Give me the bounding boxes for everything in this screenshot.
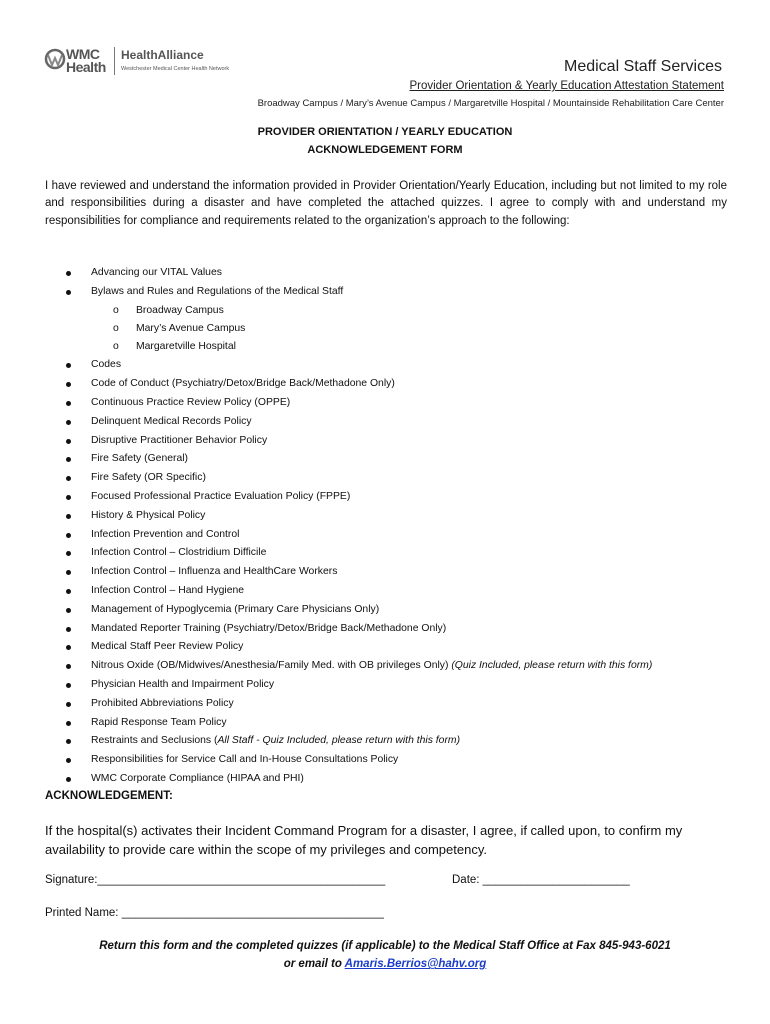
list-item-text: Fire Safety (OR Specific) xyxy=(91,472,206,484)
date-field[interactable]: Date: _______________________ xyxy=(452,874,630,886)
list-item-text: Rapid Response Team Policy xyxy=(91,716,227,728)
list-item xyxy=(0,394,652,413)
list-item xyxy=(0,450,652,469)
list-item-note: All Staff - Quiz Included, please return with this form) xyxy=(217,735,461,747)
list-item xyxy=(0,770,652,789)
list-item xyxy=(0,676,652,695)
list-item xyxy=(0,432,652,451)
sub-list-item-text: Margaretville Hospital xyxy=(136,341,236,353)
list-item-text: Infection Control – Hand Hygiene xyxy=(91,585,245,597)
bullet-icon xyxy=(66,702,71,707)
list-item-text: Physician Health and Impairment Policy xyxy=(91,679,275,691)
list-item xyxy=(0,620,652,639)
list-item xyxy=(0,732,652,751)
list-item-text: Fire Safety (General) xyxy=(91,453,189,465)
list-item xyxy=(0,544,652,563)
bullet-icon xyxy=(66,514,71,519)
policy-list xyxy=(0,264,652,789)
list-item-text: Advancing our VITAL Values xyxy=(91,267,222,278)
bullet-icon xyxy=(66,777,71,782)
list-item-text: Delinquent Medical Records Policy xyxy=(91,415,252,427)
list-item xyxy=(0,526,652,545)
bullet-icon xyxy=(66,664,71,669)
list-item xyxy=(0,283,652,302)
logo-divider xyxy=(114,47,115,75)
return-instructions: Return this form and the completed quizzes (if applicable) to the Medical Staff Office at Fax 845-943-6021 xyxy=(99,940,671,952)
list-item xyxy=(0,638,652,657)
statement-subtitle: Provider Orientation & Yearly Education Attestation Statement xyxy=(409,80,724,92)
acknowledgement-body: If the hospital(s) activates their Incident Command Program for a disaster, I agree, if called upon, to confirm my availability to provide care within the scope of my privileges and competency. xyxy=(45,823,683,857)
list-item-text: Restraints and Seclusions ( xyxy=(91,735,218,747)
list-item xyxy=(0,469,652,488)
bullet-icon xyxy=(66,608,71,613)
bullet-icon xyxy=(66,271,71,276)
bullet-icon xyxy=(66,401,71,406)
bullet-icon xyxy=(66,683,71,688)
bullet-icon xyxy=(66,457,71,462)
list-item-text: Code of Conduct (Psychiatry/Detox/Bridge Back/Methadone Only) xyxy=(91,378,395,390)
list-item-note: (Quiz Included, please return with this form) xyxy=(451,660,653,672)
list-item xyxy=(0,695,652,714)
list-item-text: Mandated Reporter Training (Psychiatry/Detox/Bridge Back/Methadone Only) xyxy=(91,622,447,634)
bullet-icon xyxy=(66,570,71,575)
sub-list-item-text: Mary’s Avenue Campus xyxy=(136,322,246,334)
circle-bullet-icon: o xyxy=(113,322,119,334)
bullet-icon xyxy=(66,439,71,444)
list-item-text: Infection Control – Influenza and HealthCare Workers xyxy=(91,566,338,578)
bullet-icon xyxy=(66,533,71,538)
list-item-text: Focused Professional Practice Evaluation Policy (FPPE) xyxy=(91,491,351,503)
bullet-icon xyxy=(66,382,71,387)
circle-bullet-icon: o xyxy=(113,341,119,353)
list-item xyxy=(0,264,652,283)
logo-health-text: Health xyxy=(66,59,106,75)
sub-list-item xyxy=(0,338,652,356)
list-item xyxy=(0,657,652,676)
email-prefix: or email to xyxy=(283,958,345,970)
bullet-icon xyxy=(66,363,71,368)
printed-name-field[interactable]: Printed Name: _________________________________________ xyxy=(45,907,384,919)
list-item xyxy=(0,714,652,733)
list-item-text: Infection Control – Clostridium Difficile xyxy=(91,547,267,559)
list-item xyxy=(0,375,652,394)
email-link[interactable]: Amaris.Berrios@hahv.org xyxy=(344,958,487,970)
list-item-text: WMC Corporate Compliance (HIPAA and PHI) xyxy=(91,773,304,785)
list-item xyxy=(0,356,652,375)
bullet-icon xyxy=(66,290,71,295)
list-item-text: Disruptive Practitioner Behavior Policy xyxy=(91,434,268,446)
list-item-text: Medical Staff Peer Review Policy xyxy=(91,641,244,653)
wmc-emblem-icon xyxy=(44,44,66,74)
logo-tagline: Westchester Medical Center Health Network xyxy=(121,66,230,72)
acknowledgement-heading: ACKNOWLEDGEMENT: xyxy=(45,790,173,802)
bullet-icon xyxy=(66,627,71,632)
bullet-icon xyxy=(66,420,71,425)
intro-paragraph: I have reviewed and understand the information provided in Provider Orientation/Yearly Education, including but not limited to my role and responsibilities during a disaster and have completed the attached quizzes. I agree to comply with and understand my responsibilities for compliance and requirements related to the organization’s approach to the following: xyxy=(45,180,727,227)
bullet-icon xyxy=(66,645,71,650)
list-item-text: Management of Hypoglycemia (Primary Care Physicians Only) xyxy=(91,603,380,615)
list-item xyxy=(0,751,652,770)
circle-bullet-icon: o xyxy=(113,304,119,316)
list-item-text: History & Physical Policy xyxy=(91,509,206,521)
list-item-text: Codes xyxy=(91,359,122,371)
bullet-icon xyxy=(66,551,71,556)
form-title-line1: PROVIDER ORIENTATION / YEARLY EDUCATION xyxy=(257,126,513,138)
list-item xyxy=(0,488,652,507)
list-item-text: Nitrous Oxide (OB/Midwives/Anesthesia/Family Med. with OB privileges Only) xyxy=(91,660,452,672)
bullet-icon xyxy=(66,476,71,481)
list-item-text: Prohibited Abbreviations Policy xyxy=(91,697,234,709)
list-item-text: Continuous Practice Review Policy (OPPE) xyxy=(91,397,291,409)
email-instructions xyxy=(0,958,770,970)
department-title: Medical Staff Services xyxy=(564,58,722,75)
bullet-icon xyxy=(66,589,71,594)
bullet-icon xyxy=(66,739,71,744)
sub-list-item-text: Broadway Campus xyxy=(136,304,224,316)
signature-field[interactable]: Signature:_____________________________________________ xyxy=(45,874,386,886)
form-title-line2: ACKNOWLEDGEMENT FORM xyxy=(307,144,463,156)
sub-list-item xyxy=(0,302,652,320)
campus-list: Broadway Campus / Mary’s Avenue Campus / Margaretville Hospital / Mountainside Rehabilitation Care Center xyxy=(257,98,724,109)
organization-logo xyxy=(44,44,230,80)
bullet-icon xyxy=(66,758,71,763)
list-item-text: Bylaws and Rules and Regulations of the Medical Staff xyxy=(91,285,344,297)
list-item xyxy=(0,601,652,620)
list-item-text: Responsibilities for Service Call and In-House Consultations Policy xyxy=(91,754,399,766)
logo-healthalliance-text: HealthAlliance xyxy=(121,48,204,62)
list-item xyxy=(0,563,652,582)
bullet-icon xyxy=(66,495,71,500)
list-item xyxy=(0,507,652,526)
list-item xyxy=(0,582,652,601)
list-item-text: Infection Prevention and Control xyxy=(91,528,240,540)
logo-wmc-text: WMC xyxy=(66,46,100,62)
sub-list-item xyxy=(0,320,652,338)
list-item xyxy=(0,413,652,432)
bullet-icon xyxy=(66,721,71,726)
